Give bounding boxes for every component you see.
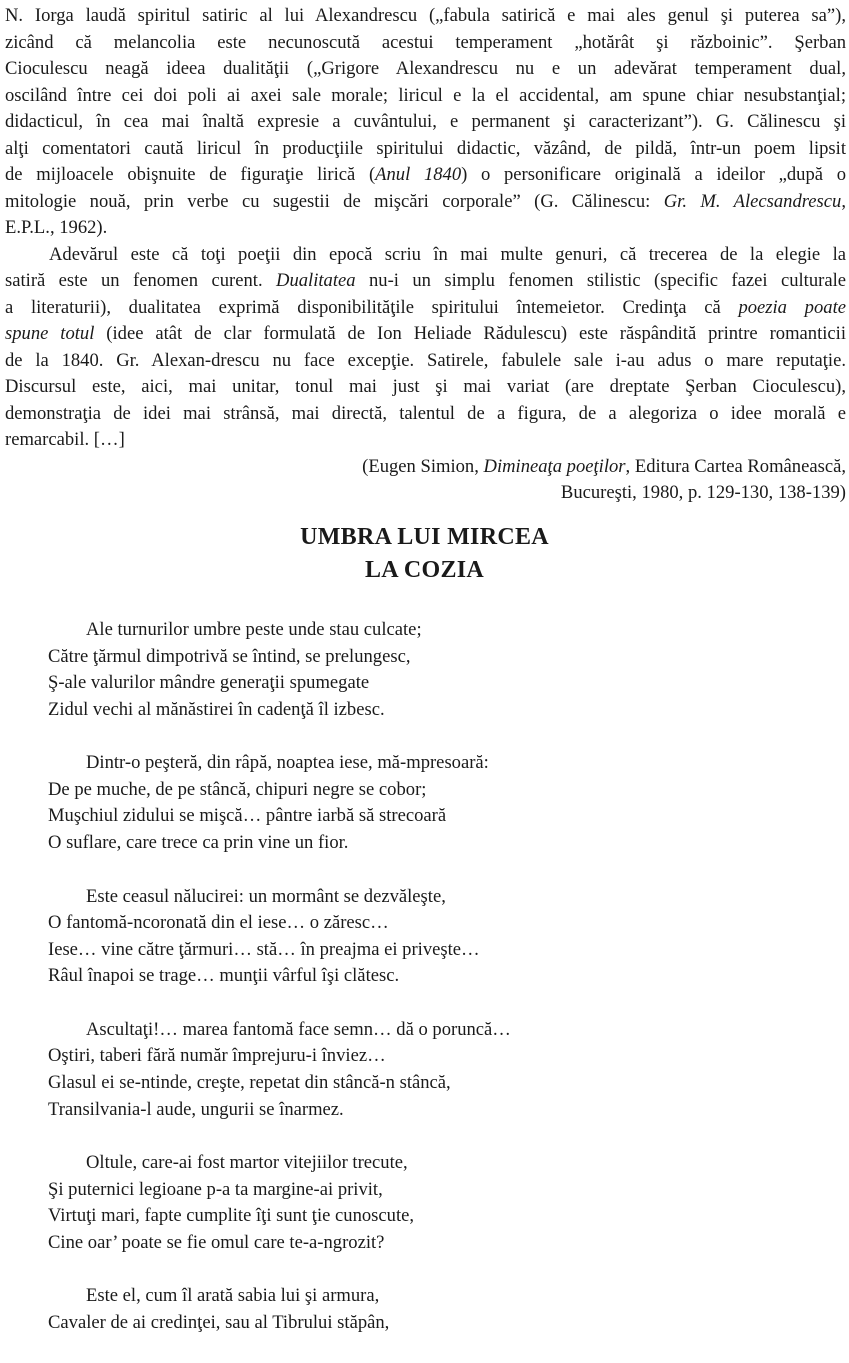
poem-title: [0, 521, 849, 587]
verse: Oltule, care-ai fost martor vitejiilor trecute,: [86, 1152, 408, 1174]
text-line: alţi comentatori caută liricul în producţiile spiritului didactic, văzând, de pildă, într-un poem lipsit: [5, 137, 846, 159]
text-run: (Eugen Simion,: [362, 455, 484, 477]
text-line: Cioculescu neagă ideea dualităţii („Grigore Alexandrescu nu e un adevărat temperament dual,: [5, 58, 846, 79]
verse: Virtuţi mari, fapte cumplite îţi sunt ţie cunoscute,: [48, 1205, 415, 1227]
stanza: [48, 1283, 828, 1336]
citation-line: [5, 454, 846, 481]
verse: Ale turnurilor umbre peste unde stau culcate;: [86, 619, 422, 640]
work-title-anul-1840: Anul 1840: [375, 164, 462, 185]
text-run: a literaturii), dualitatea exprimă disponibilităţile spiritului întemeietor. Credinţa că: [5, 296, 739, 318]
verse: Muşchiul zidului se mişcă… pântre iarbă să strecoară: [48, 805, 447, 827]
text-line: [5, 321, 846, 348]
essay-excerpt: [5, 3, 846, 507]
text-run: mitologie nouă, prin verbe cu sugestii de mişcări corporale” (G. Călinescu:: [5, 190, 664, 212]
verse: O suflare, care trece ca prin vine un fior.: [48, 832, 349, 854]
text-line: demonstraţia de idei mai strânsă, mai directă, talentul de a figura, de a alegoriza o idee morală e: [5, 402, 846, 424]
verse: De pe muche, de pe stâncă, chipuri negre se cobor;: [48, 778, 427, 800]
text-run: satiră este un fenomen curent.: [5, 270, 277, 291]
text-run: ) o personificare originală a ideilor „după o: [461, 164, 846, 185]
verse: Dintr-o peşteră, din râpă, noaptea iese, mă-mpresoară:: [86, 752, 489, 774]
verse: Este ceasul nălucirei: un mormânt se dezvăleşte,: [86, 885, 446, 907]
verse: Ş-ale valurilor mândre generaţii spumegate: [48, 672, 370, 694]
verse: Cavaler de ai credinţei, sau al Tibrului stăpân,: [48, 1311, 390, 1333]
verse: Către ţărmul dimpotrivă se întind, se prelungesc,: [48, 645, 411, 667]
verse: Este el, cum îl arată sabia lui şi armura,: [86, 1285, 380, 1307]
text-line: N. Iorga laudă spiritul satiric al lui Alexandrescu („fabula satirică e mai ales genul şi puterea sa”),: [5, 5, 846, 26]
verse: Şi puternici legioane p-a ta margine-ai privit,: [48, 1178, 383, 1200]
verse: Zidul vechi al mănăstirei în cadenţă îl izbesc.: [48, 698, 385, 720]
text-line: Discursul este, aici, mai unitar, tonul mai just şi mai variat (are dreptate Şerban Cioculescu),: [5, 376, 846, 397]
stanza: [48, 617, 828, 723]
verse: Râul înapoi se trage… munţii vârful îşi clătesc.: [48, 965, 400, 987]
text-line: [5, 189, 846, 216]
stanza: [48, 1017, 828, 1123]
verse: Iese… vine către ţărmuri… stă… în preajma ei priveşte…: [48, 938, 480, 960]
emphasis-dualitatea: Dualitatea: [276, 270, 356, 291]
verse: Glasul ei se-ntinde, creşte, repetat din stâncă-n stâncă,: [48, 1071, 451, 1093]
poem-title-line: UMBRA LUI MIRCEA: [300, 524, 549, 550]
text-line: didacticul, în cea mai înaltă expresie a cuvântului, e permanent şi caracterizant”). G. Călinescu şi: [5, 111, 846, 132]
text-line: oscilând între cei doi poli ai axei sale morale; liricul e la el accidental, am spune chiar nesubstanţial;: [5, 84, 846, 106]
text-run: nu-i un simplu fenomen stilistic (specific fazei culturale: [355, 270, 846, 291]
verse: O fantomă-ncoronată din el iese… o zăresc…: [48, 912, 389, 934]
book-title: Dimineaţa poeţilor: [483, 455, 626, 477]
text-line: [5, 268, 846, 295]
citation-line: Bucureşti, 1980, p. 129-130, 138-139): [560, 482, 846, 503]
verse: Cine oar’ poate se fie omul care te-a-ngrozit?: [48, 1231, 385, 1253]
emphasis-quote: spune totul: [5, 323, 95, 344]
verse: Transilvania-l aude, ungurii se înarmez.: [48, 1098, 344, 1120]
stanza: [48, 750, 828, 856]
text-line: [5, 295, 846, 322]
text-run: (idee atât de clar formulată de Ion Heliade Rădulescu) este răspândită printre romanticii: [94, 323, 846, 344]
text-line: remarcabil. […]: [5, 429, 125, 450]
text-line: Adevărul este că toţi poeţii din epocă scriu în mai multe genuri, că trecerea de la elegie la: [49, 243, 846, 265]
book-title: Gr. M. Alecsandrescu: [663, 190, 842, 212]
text-line: zicând că melancolia este necunoscută acestui temperament „hotărât şi războinic”. Şerban: [5, 31, 846, 53]
stanza: [48, 1150, 828, 1256]
verse: Ascultaţi!… marea fantomă face semn… dă o poruncă…: [86, 1018, 511, 1040]
poem-body: [48, 617, 828, 1363]
emphasis-quote: poezia poate: [738, 296, 846, 318]
text-run: ,: [841, 190, 846, 212]
text-run: de mijloacele obişnuite de figuraţie lirică (: [5, 164, 376, 185]
text-line: de la 1840. Gr. Alexan-drescu nu face excepţie. Satirele, fabulele sale i-au adus o mare reputaţie.: [5, 349, 846, 371]
text-line: [5, 162, 846, 189]
text-run: , Editura Cartea Românească,: [625, 455, 846, 477]
text-line: E.P.L., 1962).: [5, 217, 108, 238]
poem-title-line: LA COZIA: [364, 557, 485, 583]
stanza: [48, 884, 828, 990]
verse: Oştiri, taberi fără număr împrejuru-i înviez…: [48, 1045, 386, 1067]
